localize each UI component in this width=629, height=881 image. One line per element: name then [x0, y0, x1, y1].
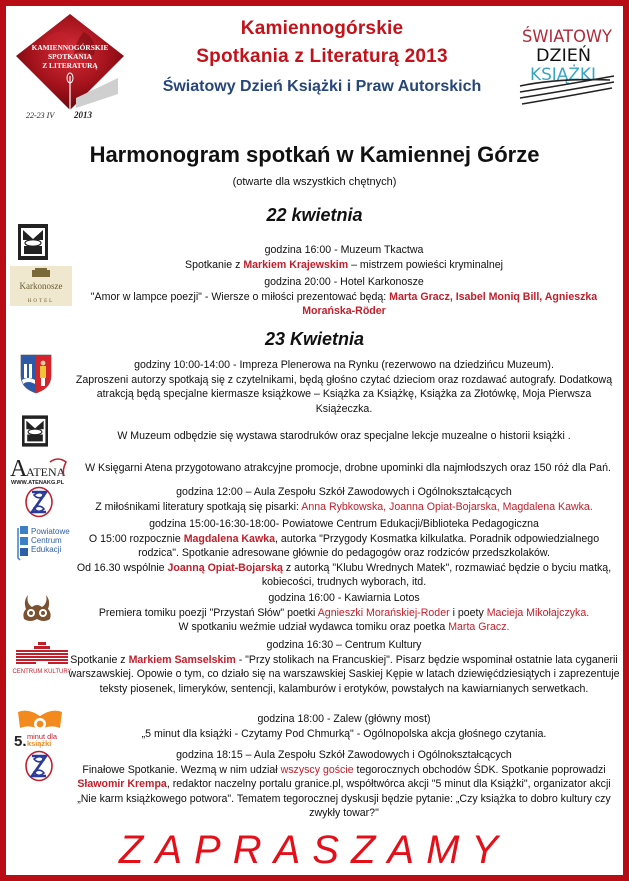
event-text: tegorocznych obchodów ŚDK. Spotkanie poprowadzi	[353, 763, 606, 776]
event-time-place: godzina 16:30 – Centrum Kultury	[266, 639, 422, 651]
day-heading-23: 23 Kwietnia	[264, 329, 365, 349]
event-text: Spotkanie z	[70, 653, 129, 666]
title-block	[126, 16, 518, 98]
author-name: Marta Gracz.	[448, 621, 510, 634]
event-aula-1200	[68, 485, 620, 514]
event-time-place: godzina 18:00 - Zalew (główny most)	[257, 713, 431, 725]
culture-logo-text: CENTRUM KULTURY	[12, 669, 72, 675]
event-text: i poety	[449, 606, 487, 619]
wbd-line2: DZIEŃ	[536, 46, 590, 66]
five-logo-sub2: książki	[27, 739, 52, 748]
festival-logo	[14, 12, 126, 120]
atena-bookstore-icon	[8, 450, 74, 491]
atena-logo-text: ATENA	[26, 465, 66, 479]
event-text: W Księgarni Atena przygotowano atrakcyjne promocje, drobne upominki dla najmłodszych oraz 150 róż dla Pań.	[85, 462, 611, 474]
event-text: , autorka "Przygody Kosmatka kilkulatka. Poradnik odpowiedzialnego rodzica". Spotkanie adresowane głównie do pedagogów oraz rodziców przedszkolaków.	[138, 532, 600, 560]
poster	[6, 6, 623, 875]
school-complex-icon	[24, 748, 54, 789]
event-text: – mistrzem powieści kryminalnej	[348, 258, 503, 271]
edu-logo-line2: Centrum	[31, 536, 62, 545]
event-text: , redaktor naczelny portalu granice.pl, współtwórca akcji "5 minut dla Książki", organizator akcji „Nie karm książkowego potwora". Tematem tegorocznej dyskusji będzie pytanie: „Czy książka to dobro kultury czy zwykły towar?"	[77, 778, 611, 820]
event-time-place: godzina 16:00 - Muzeum Tkactwa	[264, 244, 424, 256]
svg-text:A: A	[10, 456, 28, 482]
five-logo-sub1: minut dla	[27, 732, 57, 741]
title-line-2: Spotkania z Literaturą 2013	[196, 46, 448, 67]
five-logo-num: 5.	[14, 733, 27, 748]
title-line-1: Kamiennogórskie	[240, 18, 404, 39]
event-text: "Amor w lampce poezji" - Wiersze o miłości prezentować będą:	[90, 290, 390, 303]
event-text: O 15:00 rozpocznie	[88, 532, 184, 545]
event-text: „5 minut dla książki - Czytamy Pod Chmurką" - Ogólnopolska akcja głośnego czytania.	[141, 727, 547, 740]
host-name: Sławomir Krempa	[77, 778, 167, 791]
event-text: Premiera tomiku poezji "Przystań Słów" poetki	[98, 606, 318, 619]
guests-highlight: wszyscy goście	[280, 763, 354, 776]
event-time-place: godzina 20:00 - Hotel Karkonosze	[264, 276, 424, 288]
museum-weaving-icon	[22, 415, 48, 452]
education-centre-icon	[16, 524, 76, 569]
invitation-footer: ZAPRASZAMY	[118, 828, 511, 872]
day-heading-22: 22 kwietnia	[266, 205, 363, 225]
event-impreza-plenerowa	[68, 358, 620, 416]
event-time-place: godzina 16:00 - Kawiarnia Lotos	[268, 592, 420, 604]
event-time-place: godzina 18:15 – Aula Zespołu Szkół Zawodowych i Ogólnokształcących	[176, 749, 512, 761]
event-hotel-karkonosze	[68, 275, 620, 319]
event-time-place: godzina 15:00-16:30-18:00- Powiatowe Centrum Edukacji/Biblioteka Pedagogiczna	[149, 518, 539, 530]
event-text: - "Przy stolikach na Francuskiej". Pisarz będzie wspominał ostatnie lata cyganerii warszawskiej. Opowie o tym, co działo się na warszawskiej Saskiej Kępie w latach dziewięćdziesiątych i zaprezentuje teksty piosenek, limeryków, sentencji, kalamburów i erotyków, powstałych na kawiarnianych serwetkach.	[68, 653, 620, 695]
event-muzeum-tkactwa	[68, 243, 620, 272]
event-text: Zaproszeni autorzy spotkają się z czytelnikami, będą głośno czytać dzieciom oraz rozdawać autografy. Dodatkową atrakcją będą specjalne kiermasze książkowe – Książka za Książkę, Książka za Złotówkę, Moja Pierwsza Książeczka.	[75, 373, 613, 415]
event-text: Finałowe Spotkanie. Wezmą w nim udział	[82, 763, 281, 776]
hotel-logo-name: Karkonosze	[19, 281, 63, 291]
hotel-karkonosze-icon	[10, 266, 72, 311]
festival-logo-line2: SPOTKANIA	[48, 52, 92, 61]
festival-logo-year: 2013	[74, 110, 92, 120]
cafe-lotos-icon	[20, 591, 54, 630]
festival-logo-line3: Z LITERATURĄ	[42, 61, 98, 70]
author-name: Markiem Samselskim	[128, 653, 236, 666]
page-subtitle: (otwarte dla wszystkich chętnych)	[232, 176, 397, 188]
author-name: Agnieszki Morańskiej-Roder	[317, 606, 450, 619]
event-aula-1815	[68, 748, 620, 821]
author-names: Marta Gracz, Isabel Moniq Bill, Agnieszka Morańska-Röder	[302, 290, 598, 318]
world-book-day-logo	[518, 16, 618, 111]
event-zalew	[68, 712, 620, 741]
event-ksiegarnia-atena	[74, 461, 622, 476]
event-centrum-kultury	[68, 638, 620, 696]
edu-logo-line1: Powiatowe	[31, 527, 70, 536]
page-title: Harmonogram spotkań w Kamiennej Górze	[89, 142, 540, 167]
event-muzeum-wystawa	[68, 429, 620, 444]
event-note: (rezerwowo na dziedzińcu Muzeum).	[378, 359, 554, 371]
author-name: Joanną Opiat-Bojarską	[167, 561, 283, 574]
wbd-line1: ŚWIATOWY	[522, 27, 616, 47]
hotel-logo-sub: HOTEL	[27, 299, 55, 304]
culture-centre-icon	[10, 640, 74, 681]
festival-logo-line1: KAMIENNOGÓRSKIE	[31, 43, 109, 52]
event-time-place: godzina 12:00 – Aula Zespołu Szkół Zawodowych i Ogólnokształcących	[176, 486, 512, 498]
author-name: Markiem Krajewskim	[243, 258, 349, 271]
author-names: Anna Rybkowska, Joanna Opiat-Bojarska, Magdalena Kawka.	[301, 500, 593, 513]
five-minutes-icon	[14, 708, 66, 753]
event-kawiarnia-lotos	[68, 591, 620, 635]
edu-logo-line3: Edukacji	[31, 545, 62, 554]
event-text: Z miłośnikami literatury spotkają się pisarki:	[95, 500, 302, 513]
event-powiatowe-centrum	[68, 517, 620, 590]
header	[6, 6, 623, 126]
atena-logo-url: WWW.ATENAKG.PL	[11, 480, 65, 486]
subtitle: Światowy Dzień Książki i Praw Autorskich	[162, 78, 482, 95]
wbd-line3: KSIĄŻKI	[530, 65, 597, 85]
school-complex-icon	[24, 486, 54, 523]
coat-of-arms-icon	[20, 354, 52, 399]
event-text: Spotkanie z	[185, 258, 244, 271]
festival-logo-date: 22-23 IV	[26, 111, 55, 120]
museum-weaving-icon	[18, 224, 48, 265]
event-text: Od 16.30 wspólnie	[76, 561, 168, 574]
event-text: z autorką "Klubu Wrednych Matek", rozmawiać będzie o byciu matką, kobiecości, trudnych wyborach, itd.	[261, 561, 612, 589]
author-name: Magdalena Kawka	[183, 532, 275, 545]
author-name: Macieja Mikołajczyka.	[486, 606, 590, 619]
event-time-place: godziny 10:00-14:00 - Impreza Plenerowa na Rynku	[134, 359, 379, 371]
event-text: W spotkaniu weźmie udział wydawca tomiku oraz poetka	[178, 621, 449, 634]
event-text: W Muzeum odbędzie się wystawa starodruków oraz specjalne lekcje muzealne o historii książki .	[117, 430, 571, 442]
